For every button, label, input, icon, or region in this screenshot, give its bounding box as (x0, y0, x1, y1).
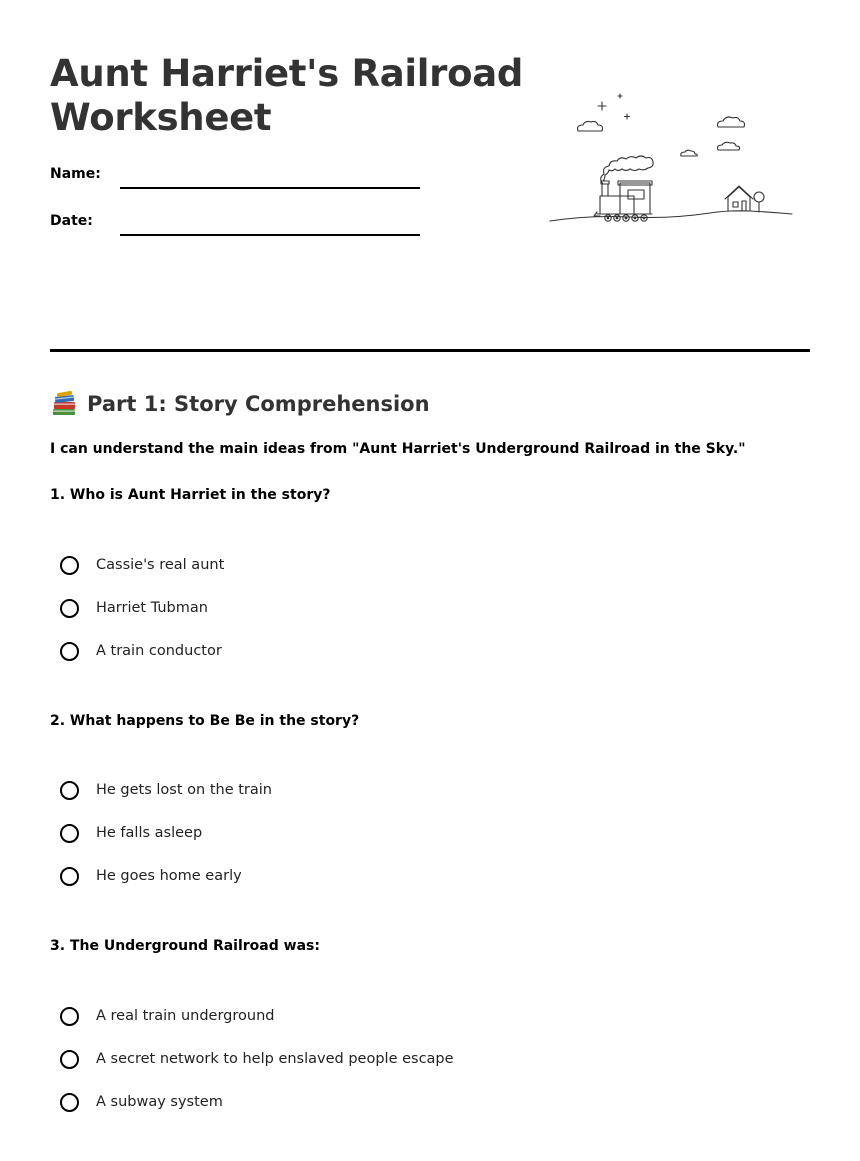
train-landscape-illustration (545, 88, 800, 228)
radio-button[interactable] (60, 1007, 79, 1026)
worksheet-title: Aunt Harriet's Railroad Worksheet (50, 52, 524, 139)
option-label: He gets lost on the train (96, 782, 272, 798)
learning-objective: I can understand the main ideas from "Aunt Harriet's Underground Railroad in the Sky." (50, 441, 746, 457)
radio-button[interactable] (60, 824, 79, 843)
radio-button[interactable] (60, 781, 79, 800)
option-label: A subway system (96, 1094, 223, 1110)
question-3: 3. The Underground Railroad was: (50, 938, 320, 954)
part1-heading-text: Part 1: Story Comprehension (87, 392, 430, 416)
date-label: Date: (50, 213, 93, 229)
q3-option-b[interactable] (60, 1046, 454, 1072)
q2-option-b[interactable] (60, 820, 202, 846)
q1-option-b[interactable] (60, 595, 208, 621)
books-icon (50, 390, 78, 418)
q2-option-c[interactable] (60, 863, 242, 889)
option-label: A real train underground (96, 1008, 275, 1024)
date-field[interactable] (120, 234, 420, 236)
option-label: Harriet Tubman (96, 600, 208, 616)
radio-button[interactable] (60, 599, 79, 618)
radio-button[interactable] (60, 867, 79, 886)
q2-option-a[interactable] (60, 777, 272, 803)
option-label: A train conductor (96, 643, 222, 659)
q3-option-c[interactable] (60, 1089, 223, 1115)
radio-button[interactable] (60, 556, 79, 575)
radio-button[interactable] (60, 642, 79, 661)
part1-heading (50, 388, 430, 420)
radio-button[interactable] (60, 1050, 79, 1069)
q1-option-c[interactable] (60, 638, 222, 664)
q1-option-a[interactable] (60, 552, 224, 578)
question-1: 1. Who is Aunt Harriet in the story? (50, 487, 331, 503)
question-2: 2. What happens to Be Be in the story? (50, 713, 360, 729)
name-label: Name: (50, 166, 101, 182)
option-label: A secret network to help enslaved people escape (96, 1051, 454, 1067)
q3-option-a[interactable] (60, 1003, 275, 1029)
radio-button[interactable] (60, 1093, 79, 1112)
option-label: He goes home early (96, 868, 242, 884)
option-label: He falls asleep (96, 825, 203, 841)
section-divider (50, 349, 810, 352)
name-field[interactable] (120, 187, 420, 189)
option-label: Cassie's real aunt (96, 557, 225, 573)
